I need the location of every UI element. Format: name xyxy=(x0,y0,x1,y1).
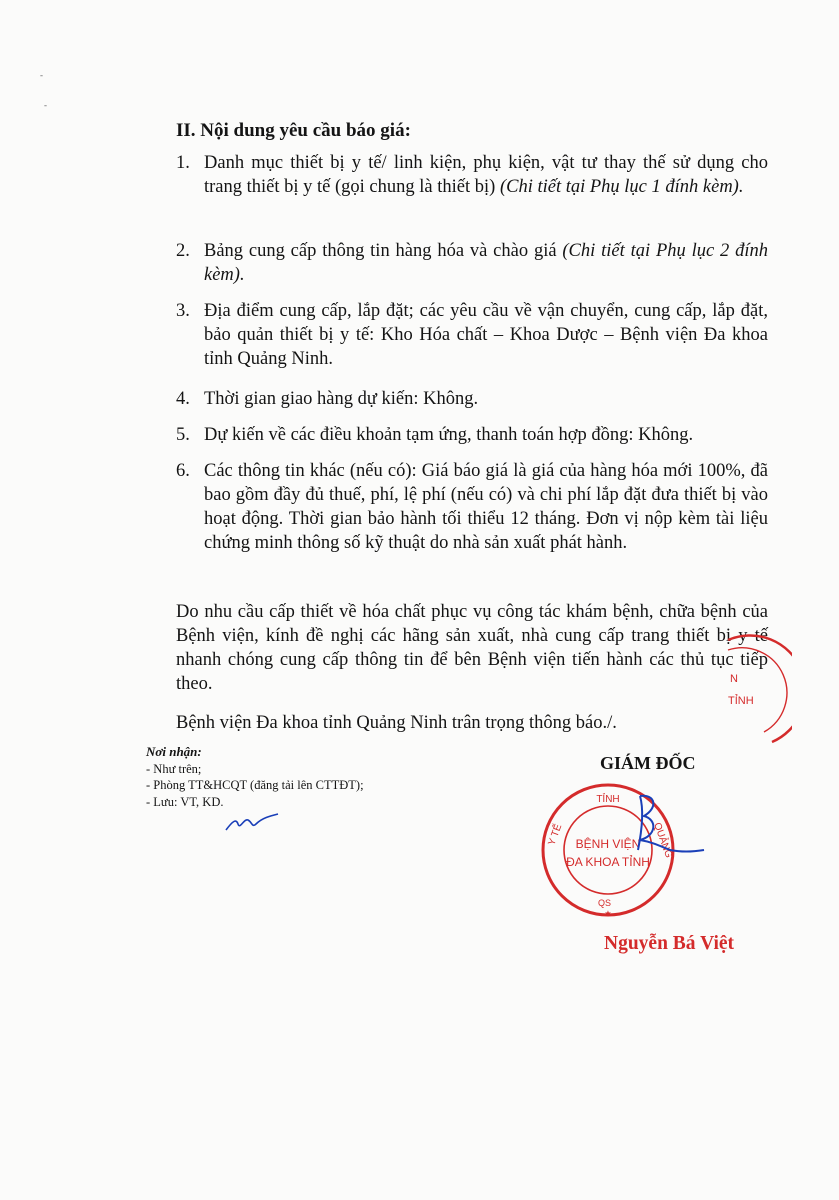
item-number: 5. xyxy=(176,425,190,445)
item-text: Danh mục thiết bị y tế/ linh kiện, phụ kiện, vật tư thay thế sử dụng cho trang thiết bị y tế (gọi chung là thiết bị) xyxy=(204,153,768,197)
edge-seal xyxy=(722,632,792,752)
item-note: (Chi tiết tại Phụ lục 1 đính kèm). xyxy=(499,177,744,197)
item-text: Địa điểm cung cấp, lắp đặt; các yêu cầu về vận chuyển, cung cấp, lắp đặt, bảo quản thiết bị y tế: Kho Hóa chất – Khoa Dược – Bệnh viện Đa khoa tỉnh Quảng Ninh. xyxy=(204,301,768,369)
item-number: 2. xyxy=(176,241,190,261)
recipient-item: - Như trên; xyxy=(146,762,202,776)
body-paragraph xyxy=(176,600,768,696)
director-signature xyxy=(600,790,710,870)
list-item xyxy=(176,151,768,199)
item-number: 4. xyxy=(176,389,190,409)
scan-mark: - xyxy=(44,100,47,110)
recipients-title: Nơi nhận: xyxy=(146,744,202,759)
list-item xyxy=(176,239,768,287)
stamp-line-1: BỆNH VIỆN xyxy=(575,837,641,851)
item-text: Bảng cung cấp thông tin hàng hóa và chào giá xyxy=(204,241,563,261)
svg-text:N: N xyxy=(730,673,738,685)
initials-signature xyxy=(222,808,282,836)
stamp-ring-right: QUẢNG xyxy=(651,821,675,860)
item-text: Dự kiến về các điều khoản tạm ứng, thanh toán hợp đồng: Không. xyxy=(204,425,694,445)
item-note: (Chi tiết tại Phụ lục 2 đính kèm). xyxy=(204,241,769,285)
list-item xyxy=(176,299,768,371)
list-item xyxy=(176,387,768,411)
item-text: Các thông tin khác (nếu có): Giá báo giá là giá của hàng hóa mới 100%, đã bao gồm đầy đủ thuế, phí, lệ phí (nếu có) và chi phí lắp đặt đưa thiết bị vào hoạt động. Thời gian bảo hành tối thiểu 12 tháng. Đơn vị nộp kèm tài liệu chứng minh thông số kỹ thuật do nhà sản xuất phát hành. xyxy=(204,461,768,553)
recipient-item: - Lưu: VT, KD. xyxy=(146,795,224,809)
recipient-item: - Phòng TT&HCQT (đăng tải lên CTTĐT); xyxy=(146,778,364,792)
stamp-star: ★ xyxy=(604,909,612,918)
list-item xyxy=(176,459,768,555)
closing-paragraph: Bệnh viện Đa khoa tỉnh Quảng Ninh trân trọng thông báo./. xyxy=(176,713,617,733)
section-title: II. Nội dung yêu cầu báo giá: xyxy=(176,120,411,141)
stamp-ring-bottom: QS xyxy=(598,898,612,908)
item-number: 3. xyxy=(176,301,190,321)
list-item xyxy=(176,423,768,447)
scan-mark: - xyxy=(40,70,43,80)
signer-name: Nguyễn Bá Việt xyxy=(604,933,735,954)
stamp-line-2: ĐA KHOA TỈNH xyxy=(566,855,650,869)
stamp-ring-left: Y TẾ xyxy=(546,822,565,848)
signer-position: GIÁM ĐỐC xyxy=(600,753,696,773)
paragraph-text: Do nhu cầu cấp thiết về hóa chất phục vụ công tác khám bệnh, chữa bệnh của Bệnh viện, kính đề nghị các hãng sản xuất, nhà cung cấp trang thiết bị y tế nhanh chóng cung cấp thông tin để bên Bệnh viện tiến hành các thủ tục tiếp theo. xyxy=(176,602,768,694)
item-number: 6. xyxy=(176,461,190,481)
svg-text:TỈNH: TỈNH xyxy=(728,695,754,707)
item-number: 1. xyxy=(176,153,190,173)
stamp-ring-top: TỈNH xyxy=(596,794,620,805)
item-text: Thời gian giao hàng dự kiến: Không. xyxy=(204,389,479,409)
